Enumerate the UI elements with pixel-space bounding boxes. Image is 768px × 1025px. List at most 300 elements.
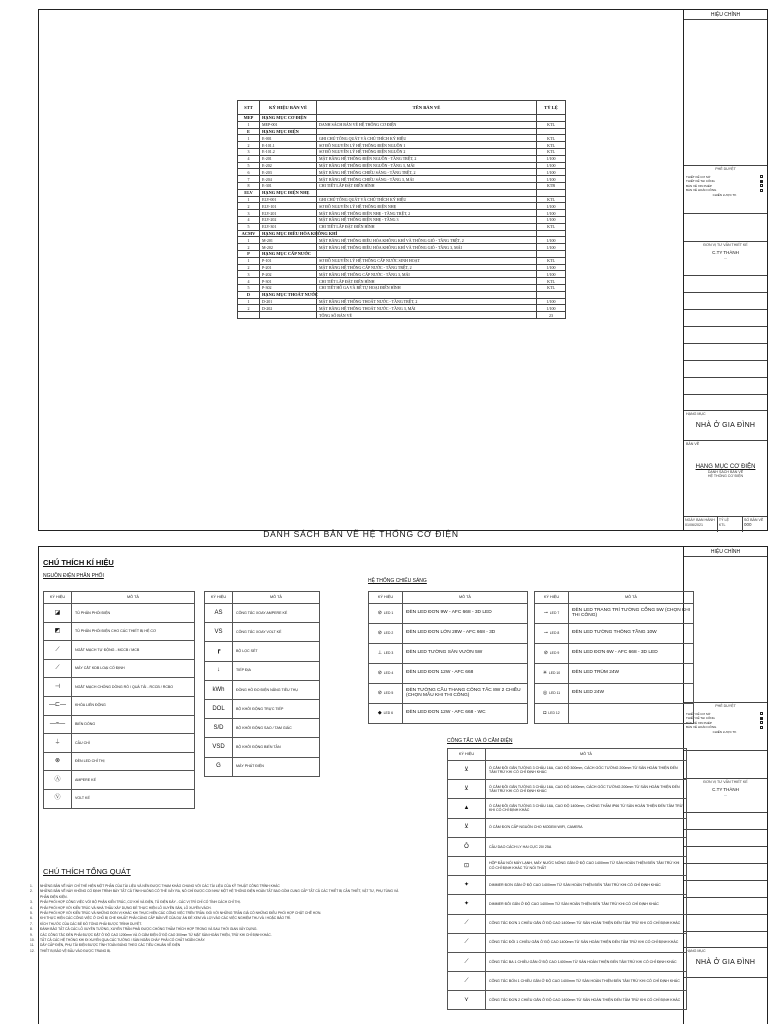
cell-scale (537, 115, 566, 122)
symbol-description: ĐÈN LED ĐƠN 12W - AFC 668 (403, 664, 528, 684)
symbol-icon: ◪ (54, 609, 61, 616)
cell-name: GHI CHÚ TỔNG QUÁT VÀ CHÚ THÍCH KÝ HIỆU (317, 135, 537, 142)
company-name: C.TY THÀNH (712, 249, 739, 255)
cell-stt: ACMV (238, 230, 260, 237)
cell-name: MẶT BẰNG HỆ THỐNG CẤP NƯỚC - TẦNG TRỆT, 2 (317, 264, 537, 271)
cell-name: DANH SÁCH BẢN VẼ HỆ THỐNG CƠ ĐIỆN (317, 121, 537, 128)
symbol-key: LED 1 (383, 610, 394, 615)
table-row (238, 244, 566, 251)
legend-row (44, 604, 195, 623)
cell-code: HẠNG MỤC THOÁT NƯỚC (260, 291, 317, 298)
table-row (238, 169, 566, 176)
symbol-icon: Ô (464, 843, 469, 850)
legend-row (448, 895, 687, 914)
cell-name: TỔNG SỐ BẢN VẼ (317, 312, 537, 319)
table-row (238, 203, 566, 210)
legend-row (448, 799, 687, 818)
symbol-description: DIMMER ĐƠN GẮN Ở ĐỘ CAO 1400mm TỪ SÀN HOÀN THIỆN ĐẾN TÂM TRỪ KHI CÓ CHỈ ĐỊNH KHÁC (486, 876, 687, 895)
note-item: 4. PHẢI PHỐI HỢP VỚI KIẾN TRÚC VÀ NHÀ THẦU XÂY DỰNG ĐỂ THỰC HIỆN LỖ XUYÊN SÀN, LỖ XUYÊN VÁCH. (30, 905, 212, 910)
note-item: 1. NHỮNG BẢN VẼ NÀY CHỈ THỂ HIỆN MỘT PHẦN CỦA TÀI LIỆU VÀ NÊN ĐƯỢC THAM KHẢO CHUNG VỚI CÁC TÀI LIỆU CỦA KỸ THUẬT CÔNG TRÌNH KHÁC (30, 884, 280, 888)
legend-row (448, 876, 687, 895)
checklist-item[interactable]: BẢN VẼ XIN PHÉP (686, 184, 765, 189)
symbol-description: CÔNG TẮC ĐƠN 2 CHIỀU GẮN Ở ĐỘ CAO 1400mm TỪ SÀN HOÀN THIỆN ĐẾN TÂM TRỪ KHI CÓ CHỈ ĐỊNH KHÁC (486, 991, 687, 1010)
symbol-icon: ◘ (543, 710, 547, 716)
table-row (238, 135, 566, 142)
cell-stt: D (238, 291, 260, 298)
cell-scale (537, 250, 566, 257)
cell-code: HẠNG MỤC ĐIỆN (260, 128, 317, 135)
cell-scale: 1/100 (537, 298, 566, 305)
symbol-icon: ▲ (463, 805, 470, 812)
cell-stt: 4 (238, 155, 260, 162)
symbol-description: BỘ KHỞI ĐỘNG TRỰC TIẾP (233, 699, 320, 718)
switch-subtitle: CÔNG TẮC VÀ Ổ CẮM ĐIỆN (447, 738, 513, 744)
misc-symbol-table: KÝ HIỆU MÔ TẢ AS CÔNG TẮC XOAY AMPERE KẾ VS CÔNG TẮC XOAY VOLT KẾ ┏ BỘ LỌC SÉT ↓ TIẾP ĐỊA kWh ĐỒNG HỒ ĐO ĐIỆN NĂNG TIÊU THỤ DOL BỘ KHỞI ĐỘNG TRỰC TIẾP S/D BỘ KHỞI ĐỘNG SAO / TAM GIÁC VSD BỘ KHỞI ĐỘNG BIẾN TẦN G MÁY PHÁT ĐIỆN (204, 591, 320, 777)
cell-name (317, 189, 537, 196)
group-row (238, 230, 566, 237)
cell-name: MẶT BẰNG HỆ THỐNG ĐIỆN NHẸ - TẦNG TRỆT, 2 (317, 210, 537, 217)
cell-stt: E (238, 128, 260, 135)
cell-name (317, 291, 537, 298)
cell-code: E-301 (260, 182, 317, 189)
symbol-description: DIMMER ĐÔI GẮN Ở ĐỘ CAO 1400mm TỪ SÀN HOÀN THIỆN ĐẾN TÂM TRỪ KHI CÓ CHỈ ĐỊNH KHÁC (486, 895, 687, 914)
cell-code (260, 312, 317, 319)
symbol-key: LED 12 (548, 710, 560, 715)
symbol-icon: ⊘ (377, 610, 382, 616)
symbol-description (569, 704, 694, 724)
cell-scale: KTL (537, 257, 566, 264)
cell-name: CHI TIẾT LẮP ĐẶT ĐIỂN HÌNH (317, 182, 537, 189)
symbol-icon: Ⓥ (54, 795, 61, 802)
table-row (238, 142, 566, 149)
symbol-icon: ⟋ (55, 665, 60, 672)
table-row (238, 284, 566, 291)
cell-stt: 1 (238, 298, 260, 305)
drawing-box: BẢN VẼ HẠNG MỤC CƠ ĐIỆN DANH SÁCH BẢN VẼ HỆ THỐNG CƠ ĐIỆN (684, 440, 767, 516)
note-item: 7. KÍCH THƯỚC CỦA CÁC BỂ ĐỒ TỔNG PHẢI ĐƯỢC TRÌNH DUYỆT. (30, 921, 142, 926)
cell-name: MẶT BẰNG HỆ THỐNG ĐIỀU HÒA KHÔNG KHÍ VÀ THÔNG GIÓ - TẦNG 3, MÁI (317, 244, 537, 251)
cell-scale: KTB (537, 182, 566, 189)
cell-code: P-301 (260, 278, 317, 285)
cell-name: MẶT BẰNG HỆ THỐNG CHIẾU SÁNG - TẦNG 3, MÁI (317, 176, 537, 183)
cell-scale (537, 128, 566, 135)
legend-row (448, 837, 687, 856)
col-name: TÊN BẢN VẼ (317, 101, 537, 115)
symbol-key: LED 11 (549, 690, 561, 695)
symbol-icon: ⊘ (543, 650, 548, 656)
cell-stt: 6 (238, 169, 260, 176)
col-scale: TỶ LỆ (537, 101, 566, 115)
cell-code: ELV-201 (260, 210, 317, 217)
cell-scale: KTL (537, 142, 566, 149)
lighting-subtitle: HỆ THỐNG CHIẾU SÁNG (368, 578, 427, 584)
power-symbol-table: KÝ HIỆU MÔ TẢ ◪ TỦ PHÂN PHỐI ĐIỆN ◩ TỦ PHÂN PHỐI ĐIỆN CHO CÁC THIẾT BỊ HỆ CƠ ⟋ NGẮT MẠCH TỰ ĐỘNG - MCCB / MCB ⟋ MÁY CẮT KDB LOẠI CỐ ĐỊNH ⊣ NGẮT MẠCH CHỐNG DÒNG RÒ / QUÁ TẢI - RCCB / RCBO —⊏— KHÓA LIÊN ĐỘNG —≈— BIẾN DÒNG ⏚ CẦU CHÌ ⊗ ĐÈN LED CHỈ THỊ Ⓐ AMPERE KẾ Ⓥ VOLT KẾ (43, 591, 195, 809)
table-row (238, 121, 566, 128)
legend-row (44, 789, 195, 808)
note-item: 3. PHẢI PHỐI HỢP CÔNG VIỆC VỚI BỘ PHẬN KIẾN TRÚC, CƠ KHÍ VÀ ĐIỆN, TỦ ĐIỆN ĐÂY - CÁC VỊ TRÍ CHỈ CÓ TÍNH CÁCH CHỈ THỊ. (30, 900, 241, 905)
cell-name: MẶT BẰNG HỆ THỐNG THOÁT NƯỚC - TẦNG 3, MÁI (317, 305, 537, 312)
symbol-key: LED 8 (549, 630, 560, 635)
cell-name: MẶT BẰNG HỆ THỐNG CHIẾU SÁNG - TẦNG TRỆT, 2 (317, 169, 537, 176)
legend-row (535, 644, 694, 664)
cell-code: P-201 (260, 264, 317, 271)
cell-stt: 2 (238, 264, 260, 271)
symbol-description: CÔNG TẮC XOAY VOLT KẾ (233, 623, 320, 642)
symbol-key: LED 4 (383, 670, 394, 675)
symbol-key: LED 9 (549, 650, 560, 655)
group-row (238, 291, 566, 298)
symbol-description: NGẮT MẠCH TỰ ĐỘNG - MCCB / MCB (72, 641, 195, 660)
symbol-icon: ┏ (216, 648, 221, 655)
project-box: HẠNG MỤC NHÀ Ở GIA ĐÌNH (684, 410, 767, 440)
table-row (238, 210, 566, 217)
cell-code: HẠNG MỤC CƠ ĐIỆN (260, 115, 317, 122)
legend-row (448, 761, 687, 780)
table-row (238, 182, 566, 189)
table-header-row (238, 101, 566, 115)
cell-stt: 2 (238, 244, 260, 251)
cell-stt: 5 (238, 223, 260, 230)
legend-row (205, 738, 320, 757)
cell-scale: 1/100 (537, 210, 566, 217)
legend-row (44, 771, 195, 790)
legend-row (448, 991, 687, 1010)
design-unit: ĐƠN VỊ TƯ VẤN THIẾT KẾ C.TY THÀNH ... (684, 241, 767, 275)
symbol-description: ĐÈN LED CHỈ THỊ (72, 752, 195, 771)
table-row (238, 298, 566, 305)
sheet-title: DANH SÁCH BẢN VẼ HỆ THỐNG CƠ ĐIỆN (263, 529, 459, 539)
cell-name: GHI CHÚ TỔNG QUÁT VÀ CHÚ THÍCH KÝ HIỆU (317, 196, 537, 203)
cell-code: HẠNG MỤC ĐIỀU HÒA KHÔNG KHÍ (260, 230, 317, 237)
drawing-list-body (238, 115, 566, 319)
symbol-description: ĐÈN LED TƯỜNG THÔNG TẦNG 10W (569, 624, 694, 644)
cell-stt: MEP (238, 115, 260, 122)
table-row (238, 148, 566, 155)
symbol-description: CÔNG TẮC ĐƠN 1 CHIỀU GẮN Ở ĐỘ CAO 1400mm TỪ SÀN HOÀN THIỆN ĐẾN TÂM TRỪ KHI CÓ CHỈ ĐỊNH KHÁC (486, 914, 687, 933)
cell-name (317, 115, 537, 122)
cell-scale: 23 (537, 312, 566, 319)
cell-code: M-202 (260, 244, 317, 251)
table-row (238, 305, 566, 312)
symbol-icon: —⊏— (48, 702, 67, 709)
symbol-icon: ◩ (54, 628, 61, 635)
checklist-item[interactable]: BẢN VẼ XIN PHÉP (686, 721, 765, 726)
symbol-icon: AS (214, 609, 223, 616)
table-row (238, 278, 566, 285)
cell-name: MẶT BẰNG HỆ THỐNG ĐIỀU HÒA KHÔNG KHÍ VÀ THÔNG GIÓ - TẦNG TRỆT, 2 (317, 237, 537, 244)
symbol-key: LED 5 (383, 690, 394, 695)
cell-stt: 1 (238, 135, 260, 142)
cell-stt: 1 (238, 121, 260, 128)
cell-stt: 3 (238, 148, 260, 155)
cell-code: M-201 (260, 237, 317, 244)
cell-scale: KTL (537, 135, 566, 142)
legend-row (369, 664, 528, 684)
symbol-description: CÔNG TẮC XOAY AMPERE KẾ (233, 604, 320, 623)
legend-row (448, 914, 687, 933)
legend-row (205, 699, 320, 718)
cell-scale: KTL (537, 284, 566, 291)
legend-row (205, 661, 320, 680)
cell-code: ELV-202 (260, 216, 317, 223)
symbol-icon: ⊘ (377, 630, 382, 636)
cell-stt: 5 (238, 284, 260, 291)
cell-name (317, 230, 537, 237)
cell-stt: 8 (238, 182, 260, 189)
cell-name: SƠ ĐỒ NGUYÊN LÝ HỆ THỐNG ĐIỆN NGUỒN 2 (317, 148, 537, 155)
legend-row (535, 604, 694, 624)
cell-scale: 1/100 (537, 162, 566, 169)
symbol-icon: ⏚ (54, 739, 61, 746)
symbol-icon: kWh (212, 686, 225, 693)
symbol-icon: DOL (212, 705, 225, 712)
general-notes (30, 884, 406, 954)
symbol-description: TỦ PHÂN PHỐI ĐIỆN CHO CÁC THIẾT BỊ HỆ CƠ (72, 622, 195, 641)
table-row (238, 155, 566, 162)
symbol-icon: ✦ (463, 901, 470, 908)
symbol-description: CÔNG TẮC BA 1 CHIỀU GẮN Ở ĐỘ CAO 1400mm TỪ SÀN HOÀN THIỆN ĐẾN TÂM TRỪ KHI CÓ CHỈ ĐỊNH KHÁC (486, 952, 687, 971)
legend-row (44, 622, 195, 641)
group-row (238, 189, 566, 196)
symbol-description: Ổ CẮM ĐÔI GẮN TƯỜNG 3 CHÂU 16A, CAO ĐỘ 1400mm, CHỐNG THẤM IP66 TỪ SÀN HOÀN THIỆN ĐẾN TÂM TRỪ KHI CÓ CHỈ ĐỊNH KHÁC (486, 799, 687, 818)
cell-code: P-302 (260, 284, 317, 291)
symbol-description: CÔNG TẮC ĐÔI 1 CHIỀU GẮN Ở ĐỘ CAO 1400mm TỪ SÀN HOÀN THIỆN ĐẾN TÂM TRỪ KHI CÓ CHỈ ĐỊNH KHÁC (486, 933, 687, 952)
note-item: 5. PHẢI PHỐI HỢP VỚI KIẾN TRÚC VÀ NHỮNG ĐƠN VỊ KHÁC KHI THỰC HIỆN CÁC CÔNG VIỆC TRÊN TRẦN. ĐỐI VỚI NHỮNG TRẦN GIẢ CÓ NHỮNG ĐIỀU PHỐI HỢP CHẶT CHẼ HƠN. (30, 911, 322, 916)
cell-scale: 1/100 (537, 169, 566, 176)
legend-row (205, 642, 320, 661)
switch-table: KÝ HIỆU MÔ TẢ ⊻ Ổ CẮM ĐÔI GẮN TƯỜNG 3 CHÂU 16A, CAO ĐỘ 300mm, CÁCH GÓC TƯỜNG 200mm TỪ SÀN HOÀN THIỆN ĐẾN TÂM TRỪ KHI CÓ CHỈ ĐỊNH KHÁC ⊻ Ổ CẮM ĐÔI GẮN TƯỜNG 3 CHÂU 16A, CAO ĐỘ 1400mm, CÁCH GÓC TƯỜNG 200mm TỪ SÀN HOÀN THIỆN ĐẾN TÂM TRỪ KHI CÓ CHỈ ĐỊNH KHÁC ▲ Ổ CẮM ĐÔI GẮN TƯỜNG 3 CHÂU 16A, CAO ĐỘ 1400mm, CHỐNG THẤM IP66 TỪ SÀN HOÀN THIỆN ĐẾN TÂM TRỪ KHI CÓ CHỈ ĐỊNH KHÁC ⊻ Ổ CẮM ĐƠN CẤP NGUỒN CHO MODEM WIFI, CAMERA Ô CẦU DAO CÁCH LY HAI CỰC 20/ 25A ⊡ HỘP ĐẦU NỐI MÁY LẠNH, MÁY NƯỚC NÓNG GẮN Ở ĐỘ CAO 1400mm TỪ SÀN HOÀN THIỆN ĐẾN TÂM TRỪ KHI CÓ CHỈ ĐỊNH KHÁC TỪ NỐI THẤT ✦ DIMMER ĐƠN GẮN Ở ĐỘ CAO 1400mm TỪ SÀN HOÀN THIỆN ĐẾN TÂM TRỪ KHI CÓ CHỈ ĐỊNH KHÁC ✦ DIMMER ĐÔI GẮN Ở ĐỘ CAO 1400mm TỪ SÀN HOÀN THIỆN ĐẾN TÂM TRỪ KHI CÓ CHỈ ĐỊNH KHÁC ⟋ CÔNG TẮC ĐƠN 1 CHIỀU GẮN Ở ĐỘ CAO 1400mm TỪ SÀN HOÀN THIỆN ĐẾN TÂM TRỪ KHI CÓ CHỈ ĐỊNH KHÁC ⟋ CÔNG TẮC ĐÔI 1 CHIỀU GẮN Ở ĐỘ CAO 1400mm TỪ SÀN HOÀN THIỆN ĐẾN TÂM TRỪ KHI CÓ CHỈ ĐỊNH KHÁC ⟋ CÔNG TẮC BA 1 CHIỀU GẮN Ở ĐỘ CAO 1400mm TỪ SÀN HOÀN THIỆN ĐẾN TÂM TRỪ KHI CÓ CHỈ ĐỊNH KHÁC ⟋ CÔNG TẮC BỐN 1 CHIỀU GẮN Ở ĐỘ CAO 1400mm TỪ SÀN HOÀN THIỆN ĐẾN TÂM TRỪ KHI CÓ CHỈ ĐỊNH KHÁC ⋎ CÔNG TẮC ĐƠN 2 CHIỀU GẮN Ở ĐỘ CAO 1400mm TỪ SÀN HOÀN THIỆN ĐẾN TÂM TRỪ KHI CÓ CHỈ ĐỊNH KHÁC (447, 748, 687, 1010)
group-row (238, 115, 566, 122)
checklist-item[interactable]: THIẾT KẾ THI CÔNG (686, 716, 765, 721)
symbol-icon: VS (214, 628, 223, 635)
legend-title: CHÚ THÍCH KÍ HIỆU (43, 558, 114, 567)
cell-scale (537, 230, 566, 237)
symbol-icon: ⊻ (464, 766, 469, 773)
symbol-description: ĐÈN TƯỜNG CẦU THANG CÔNG TẮC 8W 2 CHIỀU (CHỌN MẪU KHI THI CÔNG) (403, 684, 528, 704)
cell-name (317, 128, 537, 135)
checklist-item[interactable]: THIẾT KẾ THI CÔNG (686, 179, 765, 184)
symbol-icon: ⊘ (377, 670, 382, 676)
symbol-icon: ⊻ (464, 785, 469, 792)
symbol-icon: ✦ (463, 881, 470, 888)
cell-code: HẠNG MỤC ĐIỆN NHẸ (260, 189, 317, 196)
legend-row (369, 644, 528, 664)
symbol-description: ĐÈN LED ĐƠN 12W - AFC 668 - WC (403, 704, 528, 724)
table-row (238, 196, 566, 203)
checklist-item[interactable]: BẢN VẼ HOÀN CÔNG (686, 188, 765, 193)
symbol-icon: G (216, 763, 221, 770)
cell-name (317, 250, 537, 257)
symbol-description: NGẮT MẠCH CHỐNG DÒNG RÒ / QUÁ TẢI - RCCB / RCBO (72, 678, 195, 697)
cell-stt: 3 (238, 271, 260, 278)
cell-stt (238, 312, 260, 319)
table-row (238, 257, 566, 264)
cell-stt: 1 (238, 196, 260, 203)
symbol-description: ĐÈN LED 24W (569, 684, 694, 704)
symbol-icon: ⊡ (463, 862, 470, 869)
legend-row (44, 696, 195, 715)
cell-name: MẶT BẰNG HỆ THỐNG THOÁT NƯỚC - TẦNG TRỆT, 2 (317, 298, 537, 305)
symbol-description: Ổ CẮM ĐÔI GẮN TƯỜNG 3 CHÂU 16A, CAO ĐỘ 300mm, CÁCH GÓC TƯỜNG 200mm TỪ SÀN HOÀN THIỆN ĐẾN TÂM TRỪ KHI CÓ CHỈ ĐỊNH KHÁC (486, 761, 687, 780)
legend-row (205, 757, 320, 776)
symbol-icon: ⟋ (464, 939, 469, 946)
col-stt: STT (238, 101, 260, 115)
cell-scale: 1/100 (537, 305, 566, 312)
table-row (238, 216, 566, 223)
symbol-icon: ⋎ (464, 997, 469, 1004)
cell-scale: 1/100 (537, 176, 566, 183)
symbol-description: ĐÈN LED ĐƠN 9W - AFC 668 - 3D LED (403, 604, 528, 624)
symbol-description: BỘ KHỞI ĐỘNG BIẾN TẦN (233, 738, 320, 757)
cell-name: CHI TIẾT LẮP ĐẶT ĐIỂN HÌNH (317, 223, 537, 230)
cell-stt: 4 (238, 278, 260, 285)
cell-stt: ELV (238, 189, 260, 196)
drawing-name: HẠNG MỤC CƠ ĐIỆN (695, 463, 756, 470)
symbol-key: LED 7 (549, 610, 560, 615)
cell-code: E-203 (260, 169, 317, 176)
symbol-icon: —≈— (49, 721, 66, 728)
cell-stt: 3 (238, 210, 260, 217)
symbol-description: ĐỒNG HỒ ĐO ĐIỆN NĂNG TIÊU THỤ (233, 680, 320, 699)
table-row (238, 223, 566, 230)
symbol-description: KHÓA LIÊN ĐỘNG (72, 696, 195, 715)
legend-row (205, 623, 320, 642)
table-row (238, 176, 566, 183)
symbol-icon: ⟋ (464, 958, 469, 965)
symbol-icon: ⊸ (543, 630, 548, 636)
cell-scale: KTL (537, 223, 566, 230)
legend-row (448, 933, 687, 952)
symbol-description: CÔNG TẮC BỐN 1 CHIỀU GẮN Ở ĐỘ CAO 1400mm TỪ SÀN HOÀN THIỆN ĐẾN TÂM TRỪ KHI CÓ CHỈ ĐỊNH KHÁC (486, 972, 687, 991)
table-row (238, 271, 566, 278)
cell-name: MẶT BẰNG HỆ THỐNG ĐIỆN NGUỒN - TẦNG 3, MÁI (317, 162, 537, 169)
cell-stt: 4 (238, 216, 260, 223)
cell-code: P-202 (260, 271, 317, 278)
cell-code: E-101.1 (260, 142, 317, 149)
cell-code: HẠNG MỤC CẤP NƯỚC (260, 250, 317, 257)
table-row (238, 162, 566, 169)
approval-box: PHÊ DUYỆT THIẾT KẾ CƠ SỞ THIẾT KẾ THI CÔNG BẢN VẼ XIN PHÉP BẢN VẼ HOÀN CÔNG CHIẾN LƯỢC TK (684, 165, 767, 213)
symbol-icon: ⊣ (54, 683, 61, 690)
power-subtitle: NGUỒN ĐIỆN PHÂN PHỐI (43, 573, 104, 579)
symbol-key: LED 2 (383, 630, 394, 635)
checklist-item[interactable]: THIẾT KẾ CƠ SỞ (686, 175, 765, 180)
cell-scale (537, 291, 566, 298)
table-row (238, 237, 566, 244)
symbol-description: TIẾP ĐỊA (233, 661, 320, 680)
legend-row (44, 678, 195, 697)
title-block-2: HIỆU CHỈNH PHÊ DUYỆT THIẾT KẾ CƠ SỞ THIẾT KẾ THI CÔNG BẢN VẼ XIN PHÉP BẢN VẼ HOÀN CÔNG CHIẾN LƯỢC TK ĐƠN VỊ TƯ VẤN THIẾT KẾ C.TY THÀNH ... HẠNG MỤC NHÀ Ở GIA ĐÌNH (683, 547, 767, 1024)
note-item: 2. NHỮNG BẢN VẼ NÀY KHÔNG CỐ ĐỊNH TRÌNH BÀY TẤT CẢ TÌNH HUỐNG CÓ THỂ XẢY RA, NÓ CHỈ ĐƯỢC COI NHƯ MỘT HỆ THỐNG ĐIỆN HOÀN TẤT BAO GỒM CUNG CẤP TẤT CẢ CÁC THIẾT BỊ CẦN THIẾT, VẬT TƯ, PHỤ TÙNG VÀ PHẦN ĐIỆN KIỆN. (30, 889, 399, 899)
cell-scale: 1/100 (537, 155, 566, 162)
cell-code: P-101 (260, 257, 317, 264)
symbol-description: CẦU DAO CÁCH LY HAI CỰC 20/ 25A (486, 837, 687, 856)
note-item: 6. KHI THỰC HIỆN CÁC CÔNG VIỆC Ở CHỖ BỊ CHE KHUẤT PHẢI CÙNG CẤP BẢN VẼ CỦA DỰ ÁN ĐỂ XEM VÀ LỢI VÀO CÁC VIỆC NGHIỆM THU VÀ / HOẶC BẢO TRÌ. (30, 916, 292, 921)
group-row (238, 128, 566, 135)
symbol-icon: ↓ (217, 667, 220, 674)
cell-stt: 1 (238, 237, 260, 244)
symbol-description: ĐÈN LED TRÙM 24W (569, 664, 694, 684)
symbol-key: LED 3 (383, 650, 394, 655)
symbol-icon: ⊗ (54, 758, 61, 765)
symbol-icon: ⊥ (377, 650, 382, 656)
legend-row (448, 972, 687, 991)
symbol-description: MÁY PHÁT ĐIỆN (233, 757, 320, 776)
symbol-icon: ⊘ (377, 690, 382, 696)
legend-row (448, 856, 687, 875)
table-row (238, 312, 566, 319)
note-item: 11. DÂY CẤP ĐIỆN, PHỤ TẢI ĐIỆN ĐƯỢC TÍNH TOÁN ĐÚNG THEO CÁC TIÊU CHUẨN VỀ ĐIỆN (30, 943, 181, 948)
legend-row (44, 752, 195, 771)
cell-scale: 1/100 (537, 203, 566, 210)
legend-row (369, 604, 528, 624)
symbol-icon: S/D (213, 724, 224, 731)
cell-scale: KTL (537, 196, 566, 203)
cell-stt: 2 (238, 305, 260, 312)
symbol-description: BỘ KHỞI ĐỘNG SAO / TAM GIÁC (233, 719, 320, 738)
cell-name: CHI TIẾT HỐ GA VÀ BỂ TỰ HOẠI ĐIỂN HÌNH (317, 284, 537, 291)
symbol-description: MÁY CẮT KDB LOẠI CỐ ĐỊNH (72, 659, 195, 678)
note-item: 8. ĐÁNH BẢO TẤT CẢ CÁC LỖ XUYÊN TƯỜNG, XUYÊN TRẦN PHẢI ĐƯỢC CHỐNG THẤM THÍCH HỢP TRONG VÀ SAU THỜI GIAN XÂY DỰNG. (30, 927, 258, 932)
cell-stt: 2 (238, 142, 260, 149)
legend-row (448, 952, 687, 971)
note-item: 12. THIẾT BỊ BẢO VỆ ĐẦU VÀO ĐƯỢC TRANG BỊ. (30, 948, 112, 953)
symbol-icon: ◎ (542, 690, 548, 696)
project-name: NHÀ Ở GIA ĐÌNH (695, 421, 756, 429)
symbol-description: ĐÈN LED ĐƠN 6W - AFC 668 - 3D LED (569, 644, 694, 664)
note-item: 9. CÁC CÔNG TẮC ĐÈN PHẢI ĐƯỢC ĐẶT Ở ĐỘ CAO 1200mm VÀ Ổ CẮM ĐIỆN Ở ĐỘ CAO 300mm TỪ MẶT SÀN HOÀN THIỆN, TRỪ KHI CHỈ ĐỊNH KHÁC. (30, 932, 272, 937)
symbol-description: HỘP ĐẦU NỐI MÁY LẠNH, MÁY NƯỚC NÓNG GẮN Ở ĐỘ CAO 1400mm TỪ SÀN HOÀN THIỆN ĐẾN TÂM TRỪ KHI CÓ CHỈ ĐỊNH KHÁC TỪ NỐI THẤT (486, 856, 687, 875)
group-row (238, 250, 566, 257)
symbol-icon: ⟋ (55, 646, 60, 653)
symbol-description: BIẾN DÒNG (72, 715, 195, 734)
checklist-item[interactable]: THIẾT KẾ CƠ SỞ (686, 712, 765, 717)
cell-stt: 1 (238, 257, 260, 264)
cell-scale: 1/100 (537, 271, 566, 278)
cell-code: E-101.2 (260, 148, 317, 155)
symbol-icon: Ⓐ (54, 776, 61, 783)
footer-cells: NGÀY BAN HÀNH 01/06/2021 TỶ LỆ KTL SỐ BẢN VẼ 000 (684, 516, 767, 532)
table-row (238, 264, 566, 271)
legend-row (535, 684, 694, 704)
strategy-label: CHIẾN LƯỢC TK (712, 192, 737, 197)
drawing-sheet-list (38, 9, 768, 539)
legend-row (44, 734, 195, 753)
legend-row (369, 684, 528, 704)
cell-scale: 1/100 (537, 244, 566, 251)
cell-code: D-201 (260, 298, 317, 305)
checklist-item[interactable]: BẢN VẼ HOÀN CÔNG (686, 725, 765, 730)
symbol-icon: ⟋ (464, 977, 469, 984)
note-item: 10. TẤT CẢ CÁC HỆ THỐNG KHI ĐI XUYÊN QUA CÁC TƯỜNG / SÀN NGĂN CHÁY PHẢI CÓ CHẤT NGĂN CHÁY. (30, 938, 206, 943)
revision-header: HIỆU CHỈNH (684, 10, 767, 20)
legend-row (44, 659, 195, 678)
symbol-description: CẦU CHÌ (72, 734, 195, 753)
cell-scale: KTL (537, 121, 566, 128)
symbol-description: ĐÈN LED TƯỜNG SÂN VƯỜN 5W (403, 644, 528, 664)
legend-row (535, 664, 694, 684)
cell-name: SƠ ĐỒ NGUYÊN LÝ HỆ THỐNG ĐIỆN NHẸ (317, 203, 537, 210)
legend-row (448, 818, 687, 837)
cell-name: MẶT BẰNG HỆ THỐNG ĐIỆN NGUỒN - TẦNG TRỆT, 2 (317, 155, 537, 162)
cell-stt: 5 (238, 162, 260, 169)
symbol-key: LED 10 (548, 670, 561, 675)
symbol-description: BỘ LỌC SÉT (233, 642, 320, 661)
cell-code: MEP-001 (260, 121, 317, 128)
legend-row (535, 624, 694, 644)
notes-title: CHÚ THÍCH TỔNG QUÁT (43, 867, 131, 876)
legend-row (369, 704, 528, 724)
